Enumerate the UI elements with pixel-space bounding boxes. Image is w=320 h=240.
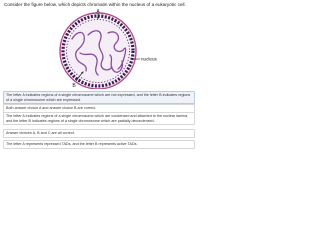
- answer-option-5[interactable]: [3, 140, 195, 149]
- label-a: A: [96, 9, 100, 15]
- chromatin-figure: [0, 9, 200, 89]
- label-b: B: [72, 83, 76, 89]
- answer-option-1[interactable]: [3, 91, 195, 104]
- nucleus-diagram: [0, 9, 200, 89]
- nucleus-body: [60, 13, 136, 89]
- label-nucleus: nucleus: [141, 56, 157, 62]
- answer-option-4-text: Answer choices A, B and C are all correct.: [6, 131, 75, 136]
- answer-option-4[interactable]: [3, 129, 195, 138]
- answer-option-5-text: The letter A represents repressed TADs, and the letter B represents active TADs.: [6, 142, 138, 147]
- answer-option-3[interactable]: [3, 112, 195, 125]
- answer-option-1-text: The letter A indicates regions of a single chromosome which are not expressed, and the letter B indicates regions of a single chromosome which are expressed.: [6, 93, 191, 102]
- answer-option-2-text: Both answer choice A and answer choice B are correct.: [6, 106, 97, 111]
- question-text: Consider the figure below, which depicts chromatin within the nucleus of a eukaryotic cell.: [4, 2, 186, 7]
- answer-option-3-text: The letter A indicates regions of a single chromosome which are condensed and attached to the nuclear lamina, and the letter B indicates regions of a single chromosome which are partially decondensed.: [6, 114, 189, 123]
